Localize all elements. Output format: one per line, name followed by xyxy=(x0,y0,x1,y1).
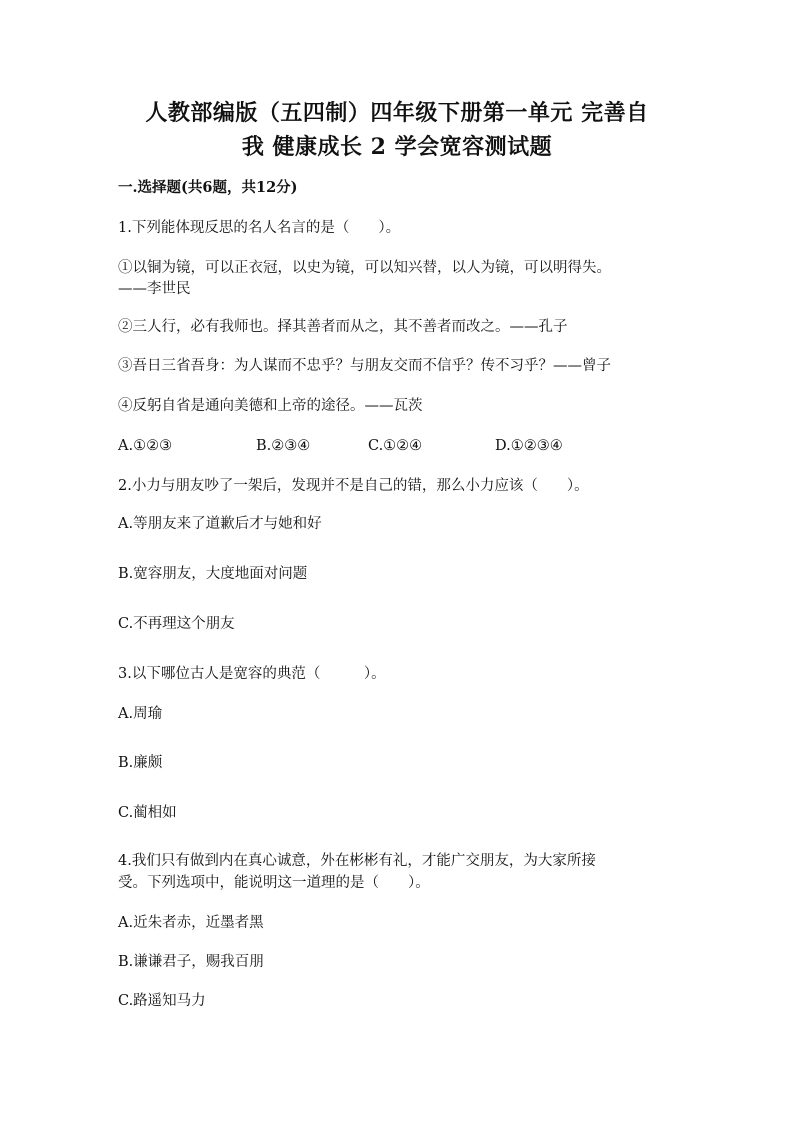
question-2-stem: 2.小力与朋友吵了一架后，发现并不是自己的错，那么小力应该（ ）。 xyxy=(118,478,589,494)
page-title-line-1: 人教部编版（五四制）四年级下册第一单元 完善自 xyxy=(145,100,649,126)
question-3-stem: 3.以下哪位古人是宽容的典范（ ）。 xyxy=(118,666,386,682)
section-heading: 一.选择题(共6题，共12分) xyxy=(118,179,298,196)
question-1-option-a[interactable]: A.①②③ xyxy=(118,438,173,454)
question-1-stem: 1.下列能体现反思的名人名言的是（ ）。 xyxy=(118,220,401,236)
question-4-option-b[interactable]: B.谦谦君子，赐我百朋 xyxy=(118,954,264,970)
question-1-statement-4: ④反躬自省是通向美德和上帝的途径。——瓦茨 xyxy=(118,398,423,414)
question-4-stem-line-2: 受。下列选项中，能说明这一道理的是（ ）。 xyxy=(118,875,430,891)
question-4-option-a[interactable]: A.近朱者赤，近墨者黑 xyxy=(118,915,264,931)
question-2-option-a[interactable]: A.等朋友来了道歉后才与她和好 xyxy=(118,516,322,532)
question-1-option-c[interactable]: C.①②④ xyxy=(368,438,423,454)
question-1-statement-2: ②三人行，必有我师也。择其善者而从之，其不善者而改之。——孔子 xyxy=(118,319,568,335)
question-1-option-d[interactable]: D.①②③④ xyxy=(495,438,563,454)
question-3-option-b[interactable]: B.廉颇 xyxy=(118,755,163,771)
question-1-statement-3: ③吾日三省吾身：为人谋而不忠乎？与朋友交而不信乎？传不习乎？——曾子 xyxy=(118,358,611,374)
question-1-statement-1-author: ——李世民 xyxy=(118,281,191,297)
question-3-option-c[interactable]: C.蔺相如 xyxy=(118,805,177,821)
page-title-line-2: 我 健康成长 2 学会宽容测试题 xyxy=(241,134,553,160)
question-2-option-b[interactable]: B.宽容朋友，大度地面对问题 xyxy=(118,566,308,582)
question-2-option-c[interactable]: C.不再理这个朋友 xyxy=(118,616,235,632)
question-4-option-c[interactable]: C.路遥知马力 xyxy=(118,993,206,1009)
question-4-stem-line-1: 4.我们只有做到内在真心诚意，外在彬彬有礼，才能广交朋友，为大家所接 xyxy=(118,853,596,869)
question-3-option-a[interactable]: A.周瑜 xyxy=(118,706,163,722)
question-1-option-b[interactable]: B.②③④ xyxy=(256,438,311,454)
question-1-statement-1: ①以铜为镜，可以正衣冠，以史为镜，可以知兴替，以人为镜，可以明得失。 xyxy=(118,260,611,276)
